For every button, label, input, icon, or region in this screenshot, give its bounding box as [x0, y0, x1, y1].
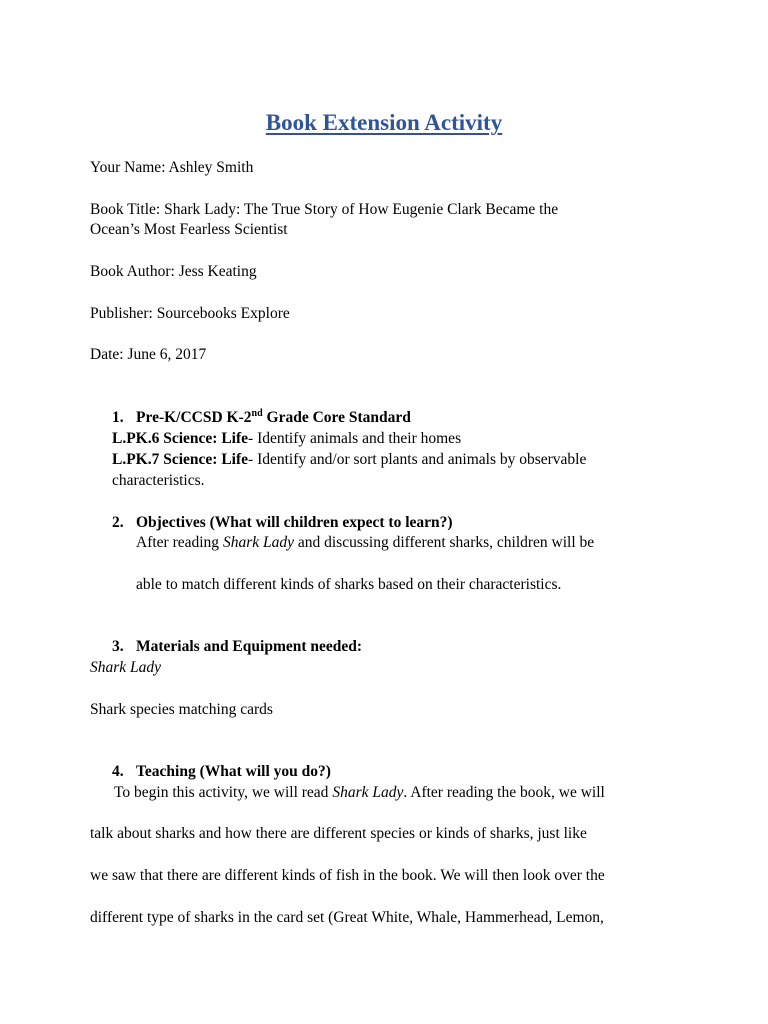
material-item-cards: Shark species matching cards	[90, 701, 273, 718]
your-name-field: Your Name: Ashley Smith	[90, 159, 254, 176]
date-field: Date: June 6, 2017	[90, 346, 207, 363]
standard-lpk7-continued: characteristics.	[112, 472, 205, 489]
section-1-heading-text: Pre-K/CCSD K-2	[136, 409, 252, 426]
book-author-field: Book Author: Jess Keating	[90, 263, 257, 280]
section-number: 1.	[112, 409, 124, 426]
book-title-italic: Shark Lady	[332, 784, 404, 801]
material-item-book: Shark Lady	[90, 659, 162, 676]
objective-line-1	[136, 533, 594, 553]
book-title-field-continued: Ocean’s Most Fearless Scientist	[90, 221, 288, 238]
section-number: 2.	[112, 514, 124, 531]
section-number: 4.	[112, 763, 124, 780]
section-1-heading	[112, 408, 411, 428]
publisher-field: Publisher: Sourcebooks Explore	[90, 305, 290, 322]
standard-text: - Identify and/or sort plants and animals by observable	[248, 451, 587, 468]
teaching-line-4: different type of sharks in the card set (Great White, Whale, Hammerhead, Lemon,	[90, 909, 604, 926]
section-3-heading-text: Materials and Equipment needed:	[136, 638, 363, 655]
objective-line-2: able to match different kinds of sharks based on their characteristics.	[136, 576, 562, 593]
standard-code: L.PK.6 Science: Life	[112, 430, 249, 447]
section-2-heading-text: Objectives (What will children expect to learn?)	[136, 514, 453, 531]
section-4-heading-text: Teaching (What will you do?)	[136, 763, 331, 780]
standard-code: L.PK.7 Science: Life	[112, 451, 249, 468]
book-title-field: Book Title: Shark Lady: The True Story of How Eugenie Clark Became the	[90, 201, 559, 218]
teaching-text: To begin this activity, we will read	[114, 784, 333, 801]
objective-text: After reading	[136, 534, 223, 551]
superscript-ordinal: nd	[251, 407, 263, 419]
section-1-heading-text-end: Grade Core Standard	[262, 409, 411, 426]
section-number: 3.	[112, 638, 124, 655]
teaching-text: . After reading the book, we will	[403, 784, 605, 801]
page-title: Book Extension Activity	[265, 110, 503, 135]
book-title-italic: Shark Lady	[222, 534, 294, 551]
section-2-heading	[112, 513, 453, 533]
standard-text: - Identify animals and their homes	[248, 430, 462, 447]
objective-text: and discussing different sharks, children will be	[293, 534, 595, 551]
section-4-heading	[112, 762, 331, 782]
teaching-line-3: we saw that there are different kinds of fish in the book. We will then look over the	[90, 867, 605, 884]
section-3-heading	[112, 637, 362, 657]
teaching-line-1	[114, 783, 605, 803]
teaching-line-2: talk about sharks and how there are different species or kinds of sharks, just like	[90, 825, 587, 842]
standard-lpk7	[112, 450, 586, 470]
standard-lpk6	[112, 429, 461, 449]
